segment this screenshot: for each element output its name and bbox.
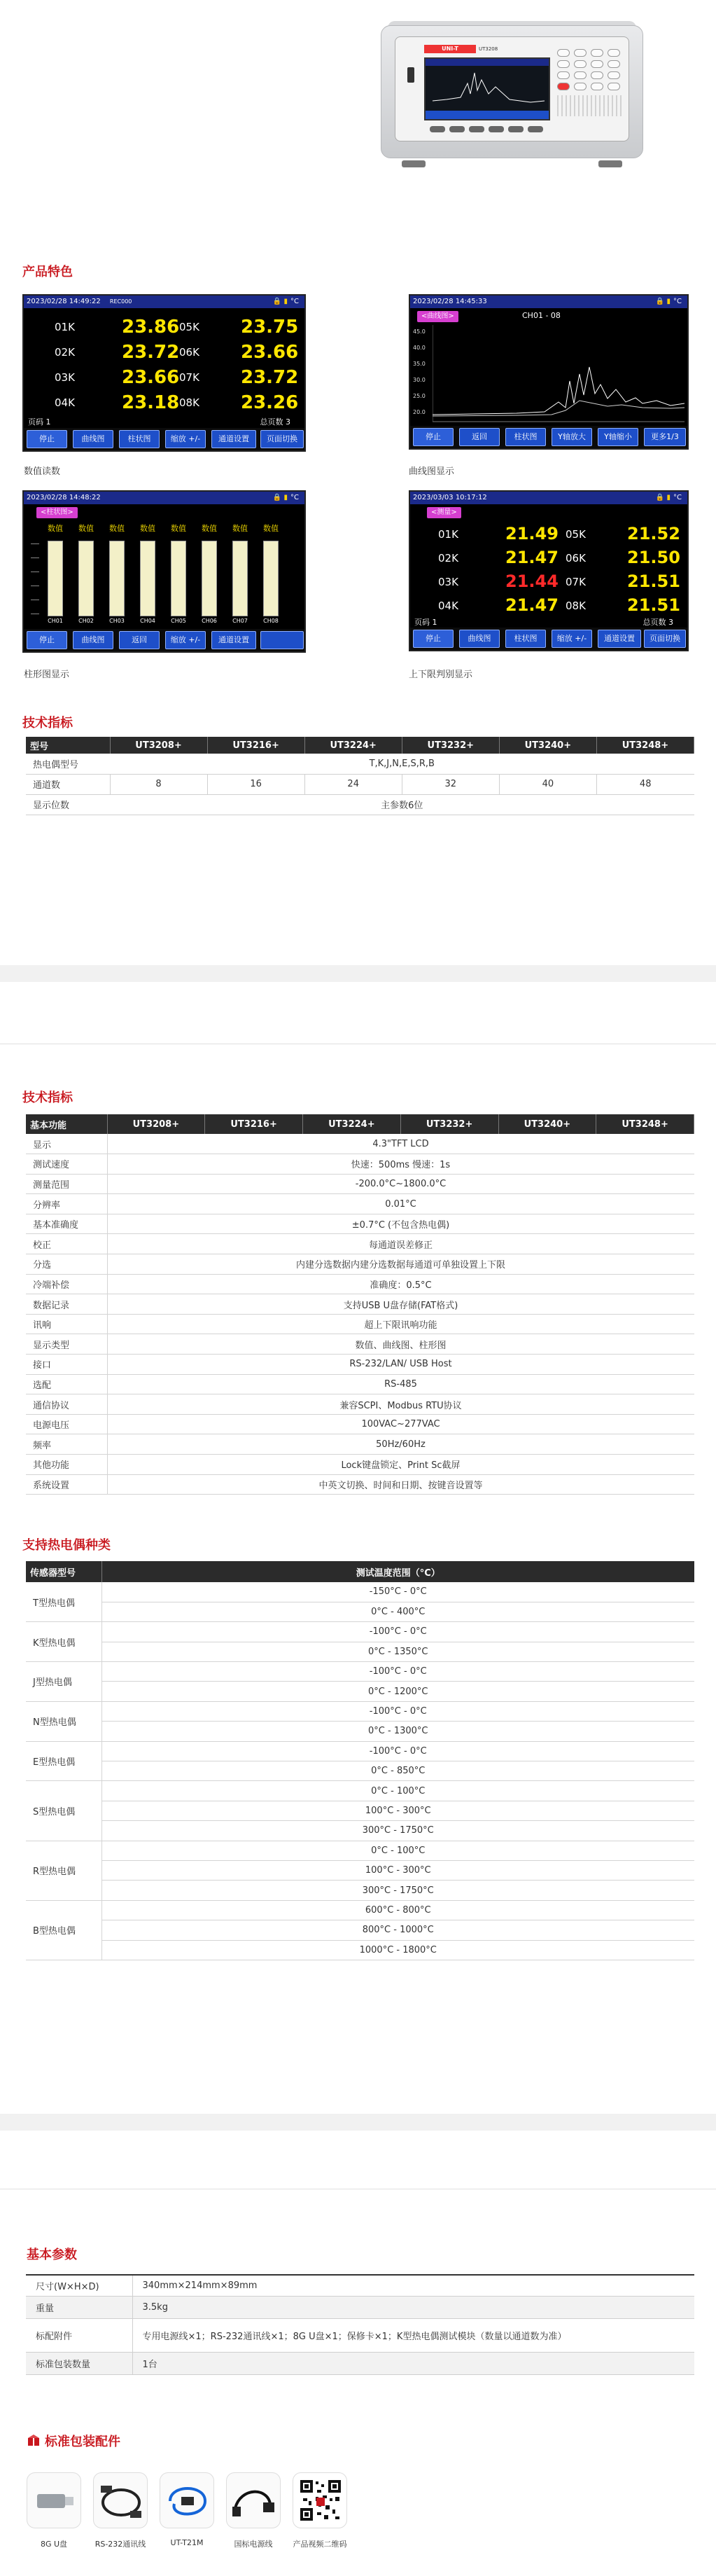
table-row bbox=[26, 1374, 694, 1394]
table-row bbox=[26, 1701, 694, 1721]
y-zoom-in-button[interactable]: Y轴放大 bbox=[552, 428, 592, 446]
temperature-range: -100°C - 0°C bbox=[101, 1622, 694, 1642]
page-switch-button[interactable]: 页面切换 bbox=[644, 630, 686, 648]
view-tag: <柱状图> bbox=[36, 507, 78, 518]
status-icons: 🔒 ▮ bbox=[272, 298, 288, 305]
table-row bbox=[26, 2318, 694, 2352]
bar-track bbox=[232, 541, 248, 616]
bar-track bbox=[202, 541, 217, 616]
temperature-range: -100°C - 0°C bbox=[101, 1701, 694, 1721]
softkey-bar bbox=[24, 629, 304, 651]
row-label: 接口 bbox=[26, 1355, 107, 1375]
stop-button[interactable]: 停止 bbox=[413, 428, 454, 446]
table-row bbox=[26, 774, 694, 794]
temperature-range: 800°C - 1000°C bbox=[101, 1920, 694, 1940]
bar-channel-label: CH08 bbox=[263, 618, 279, 624]
table-row bbox=[26, 1154, 694, 1175]
page-switch-button[interactable]: 页面切换 bbox=[260, 430, 304, 448]
table-row bbox=[26, 1662, 694, 1682]
softkey-bar bbox=[410, 628, 687, 650]
status-time: 2023/03/03 10:17:12 bbox=[413, 494, 487, 501]
channel-label: 04K bbox=[438, 600, 458, 612]
chart-title: CH01 - 08 bbox=[522, 311, 561, 320]
unit-indicator: °C bbox=[673, 298, 682, 305]
channel-label: 02K bbox=[438, 552, 458, 565]
temperature-range: 300°C - 1750°C bbox=[101, 1821, 694, 1841]
row-value: 0.01°C bbox=[107, 1194, 694, 1214]
table-header-cell: UT3248+ bbox=[596, 1114, 694, 1134]
table-row bbox=[26, 1722, 694, 1741]
row-label: 分辨率 bbox=[26, 1194, 107, 1214]
table-row bbox=[26, 1741, 694, 1761]
table-row bbox=[26, 1622, 694, 1642]
spec-short-table bbox=[26, 737, 694, 815]
section-divider bbox=[0, 2114, 716, 2131]
table-row bbox=[26, 1455, 694, 1475]
channel-label: 08K bbox=[566, 600, 586, 612]
bar-channel-label: CH02 bbox=[78, 618, 94, 624]
channel-label: 07K bbox=[179, 371, 199, 384]
table-row bbox=[26, 1582, 694, 1602]
row-label: 重量 bbox=[26, 2296, 132, 2318]
row-value: RS-232/LAN/ USB Host bbox=[107, 1355, 694, 1375]
bar-channel-label: CH06 bbox=[202, 618, 217, 624]
table-row bbox=[26, 1434, 694, 1455]
row-value: 40 bbox=[499, 774, 596, 794]
table-row bbox=[26, 1841, 694, 1860]
channel-label: 07K bbox=[566, 576, 586, 588]
stop-button[interactable]: 停止 bbox=[413, 630, 454, 648]
row-value: 兼容SCPI、Modbus RTU协议 bbox=[107, 1394, 694, 1415]
row-label: 显示类型 bbox=[26, 1334, 107, 1355]
channel-label: 01K bbox=[55, 321, 75, 333]
accessory-label: UT-T21M bbox=[170, 2538, 204, 2547]
row-label: 显示位数 bbox=[26, 794, 110, 815]
unit-indicator: °C bbox=[290, 494, 299, 501]
curve-button[interactable]: 曲线图 bbox=[459, 630, 500, 648]
product-image bbox=[381, 21, 643, 165]
row-value: 48 bbox=[596, 774, 694, 794]
table-header-cell: UT3216+ bbox=[207, 737, 304, 754]
table-header-cell: UT3224+ bbox=[303, 1114, 401, 1134]
unit-indicator: °C bbox=[673, 494, 682, 501]
bar-plot bbox=[24, 492, 304, 651]
channel-value: 21.51 bbox=[627, 572, 680, 591]
row-value: 主参数6位 bbox=[110, 794, 694, 815]
status-bar bbox=[410, 492, 687, 504]
table-row bbox=[26, 794, 694, 815]
y-axis-ticks bbox=[413, 324, 431, 422]
sensor-type: K型热电偶 bbox=[26, 1622, 101, 1662]
table-header-cell: UT3232+ bbox=[402, 737, 499, 754]
bar-channel-label: CH07 bbox=[232, 618, 248, 624]
row-label: 分选 bbox=[26, 1254, 107, 1275]
thermocouple-table bbox=[26, 1561, 694, 1960]
caption-bar: 柱形图显示 bbox=[24, 670, 70, 680]
row-label: 热电偶型号 bbox=[26, 754, 110, 774]
bar-value-label: 数值 bbox=[263, 524, 279, 533]
row-value: -200.0°C~1800.0°C bbox=[107, 1174, 694, 1194]
rs232-cable-icon bbox=[93, 2472, 148, 2528]
row-value: Lock键盘锁定、Print Sc截屏 bbox=[107, 1455, 694, 1475]
row-value: RS-485 bbox=[107, 1374, 694, 1394]
channel-label: 02K bbox=[55, 346, 75, 359]
basic-params-table bbox=[26, 2274, 694, 2375]
table-row bbox=[26, 1940, 694, 1960]
channel-value: 23.72 bbox=[122, 342, 180, 363]
row-value: 超上下限讯响功能 bbox=[107, 1314, 694, 1334]
channel-value: 23.18 bbox=[122, 392, 180, 413]
view-tag: <曲线图> bbox=[417, 311, 458, 322]
table-row bbox=[26, 1294, 694, 1315]
unit-indicator: °C bbox=[290, 298, 299, 305]
table-row bbox=[26, 1801, 694, 1820]
table-row bbox=[26, 2275, 694, 2296]
row-value: 内建分选数据内建分选数据每通道可单独设置上下限 bbox=[107, 1254, 694, 1275]
bar-value-label: 数值 bbox=[109, 524, 125, 533]
view-tag: <测量> bbox=[427, 507, 461, 518]
row-label: 通信协议 bbox=[26, 1394, 107, 1415]
channel-value: 23.86 bbox=[122, 317, 180, 338]
y-tick-mark bbox=[31, 543, 39, 544]
temperature-range: 100°C - 300°C bbox=[101, 1801, 694, 1820]
bar-track bbox=[263, 541, 279, 616]
table-row bbox=[26, 1642, 694, 1661]
row-label: 测试速度 bbox=[26, 1154, 107, 1175]
channel-label: 04K bbox=[55, 396, 75, 409]
accessory-label: 8G U盘 bbox=[40, 2540, 68, 2549]
table-header-cell: UT3208+ bbox=[107, 1114, 205, 1134]
table-row bbox=[26, 1334, 694, 1355]
channel-label: 08K bbox=[179, 396, 199, 409]
row-value: 准确度：0.5°C bbox=[107, 1274, 694, 1294]
curve-button[interactable]: 曲线图 bbox=[73, 430, 113, 448]
y-tick: 40.0 bbox=[413, 345, 426, 351]
table-row bbox=[26, 1355, 694, 1375]
status-time: 2023/02/28 14:45:33 bbox=[413, 298, 487, 305]
channel-label: 05K bbox=[179, 321, 199, 333]
row-value: 100VAC~277VAC bbox=[107, 1414, 694, 1434]
sensor-type: J型热电偶 bbox=[26, 1662, 101, 1702]
row-label: 讯响 bbox=[26, 1314, 107, 1334]
device-screen-curve bbox=[426, 59, 549, 119]
channel-value: 23.26 bbox=[241, 392, 299, 413]
table-header-cell: UT3232+ bbox=[400, 1114, 498, 1134]
temperature-range: 0°C - 1200°C bbox=[101, 1682, 694, 1701]
blank-softkey[interactable] bbox=[260, 631, 304, 649]
channel-setup-button[interactable]: 通道设置 bbox=[211, 631, 256, 649]
caption-limit: 上下限判别显示 bbox=[409, 670, 473, 680]
table-header-cell: 传感器型号 bbox=[26, 1561, 101, 1582]
channel-value: 23.66 bbox=[241, 342, 299, 363]
table-header-cell: UT3208+ bbox=[110, 737, 207, 754]
y-tick: 35.0 bbox=[413, 361, 426, 367]
bar-value-label: 数值 bbox=[48, 524, 63, 533]
table-row bbox=[26, 1394, 694, 1415]
bar-value-label: 数值 bbox=[232, 524, 248, 533]
usb-drive-icon bbox=[27, 2472, 81, 2528]
qr-code-icon bbox=[293, 2472, 347, 2528]
row-value: 1台 bbox=[132, 2352, 694, 2374]
status-time: 2023/02/28 14:48:22 bbox=[27, 494, 101, 501]
screen-curve bbox=[409, 294, 689, 450]
table-header-cell: 测试温度范围（°C） bbox=[101, 1561, 694, 1582]
row-value: 340mm×214mm×89mm bbox=[132, 2275, 694, 2296]
spec-short-title: 技术指标 bbox=[22, 716, 73, 730]
table-row bbox=[26, 1234, 694, 1254]
spec-full-table bbox=[26, 1114, 694, 1495]
table-header-cell: UT3216+ bbox=[205, 1114, 303, 1134]
temperature-range: 0°C - 1350°C bbox=[101, 1642, 694, 1661]
table-row bbox=[26, 1602, 694, 1621]
usb-port bbox=[407, 67, 414, 83]
device-keypad bbox=[557, 49, 622, 119]
channel-value: 23.75 bbox=[241, 317, 299, 338]
row-value: T,K,J,N,E,S,R,B bbox=[110, 754, 694, 774]
table-header-cell: 型号 bbox=[26, 737, 110, 754]
row-value: 专用电源线×1；RS-232通讯线×1；8G U盘×1；保修卡×1；K型热电偶测试模块（数量以通道数为准） bbox=[132, 2318, 694, 2352]
thermocouple-title: 支持热电偶种类 bbox=[22, 1538, 111, 1553]
channel-value: 21.47 bbox=[505, 595, 559, 615]
zoom-button[interactable]: 缩放 +/- bbox=[165, 631, 206, 649]
row-value: 3.5kg bbox=[132, 2296, 694, 2318]
sensor-type: E型热电偶 bbox=[26, 1741, 101, 1781]
status-extra: REC000 bbox=[109, 298, 132, 305]
y-tick: 20.0 bbox=[413, 409, 426, 415]
table-row bbox=[26, 1414, 694, 1434]
sensor-type: T型热电偶 bbox=[26, 1582, 101, 1622]
row-label: 选配 bbox=[26, 1374, 107, 1394]
temperature-range: 0°C - 100°C bbox=[101, 1841, 694, 1860]
temperature-range: -100°C - 0°C bbox=[101, 1662, 694, 1682]
section-divider bbox=[0, 965, 716, 982]
device-screen bbox=[424, 57, 550, 120]
row-label: 基本准确度 bbox=[26, 1214, 107, 1234]
row-value: 数值、曲线图、柱形图 bbox=[107, 1334, 694, 1355]
temperature-range: 0°C - 850°C bbox=[101, 1761, 694, 1781]
table-row bbox=[26, 1821, 694, 1841]
basic-params-title: 基本参数 bbox=[27, 2248, 77, 2262]
package-title: 标准包装配件 bbox=[45, 2435, 120, 2449]
channel-setup-button[interactable]: 通道设置 bbox=[211, 430, 256, 448]
y-tick: 30.0 bbox=[413, 377, 426, 383]
temperature-range: 0°C - 1300°C bbox=[101, 1722, 694, 1741]
table-header-cell: UT3224+ bbox=[304, 737, 402, 754]
row-label: 标配附件 bbox=[26, 2318, 132, 2352]
row-label: 其他功能 bbox=[26, 1455, 107, 1475]
channel-label: 06K bbox=[566, 552, 586, 565]
row-label: 尺寸(W×H×D) bbox=[26, 2275, 132, 2296]
temperature-range: 0°C - 400°C bbox=[101, 1602, 694, 1621]
bar-channel-label: CH01 bbox=[48, 618, 63, 624]
table-row bbox=[26, 1194, 694, 1214]
bar-channel-label: CH03 bbox=[109, 618, 125, 624]
table-row bbox=[26, 1761, 694, 1781]
y-tick: 25.0 bbox=[413, 393, 426, 399]
table-header-cell: UT3240+ bbox=[499, 737, 596, 754]
stop-button[interactable]: 停止 bbox=[27, 631, 67, 649]
channel-value-alarm: 21.44 bbox=[505, 572, 559, 591]
row-label: 校正 bbox=[26, 1234, 107, 1254]
accessory-label: 产品视频二维码 bbox=[293, 2540, 347, 2549]
table-row bbox=[26, 1274, 694, 1294]
screen-bar bbox=[22, 490, 306, 653]
bar-track bbox=[140, 541, 155, 616]
bar-button[interactable]: 柱状图 bbox=[505, 428, 546, 446]
table-row bbox=[26, 2296, 694, 2318]
thermocouple-probe-icon bbox=[160, 2472, 214, 2528]
back-button[interactable]: 返回 bbox=[119, 631, 160, 649]
caption-curve: 曲线图显示 bbox=[409, 466, 455, 477]
back-button[interactable]: 返回 bbox=[459, 428, 500, 446]
channel-value: 21.51 bbox=[627, 595, 680, 615]
table-row bbox=[26, 754, 694, 774]
table-row bbox=[26, 1920, 694, 1940]
status-icons: 🔒 ▮ bbox=[655, 494, 671, 501]
row-label: 冷端补偿 bbox=[26, 1274, 107, 1294]
row-value: ±0.7°C (不包含热电偶) bbox=[107, 1214, 694, 1234]
spec-full-title: 技术指标 bbox=[22, 1090, 73, 1105]
sensor-type: S型热电偶 bbox=[26, 1781, 101, 1841]
y-tick: 45.0 bbox=[413, 328, 426, 335]
temperature-range: 300°C - 1750°C bbox=[101, 1881, 694, 1900]
row-label: 测量范围 bbox=[26, 1174, 107, 1194]
status-bar bbox=[410, 296, 687, 308]
zoom-button[interactable]: 缩放 +/- bbox=[165, 430, 206, 448]
bar-channel-label: CH05 bbox=[171, 618, 186, 624]
temperature-range: 0°C - 100°C bbox=[101, 1781, 694, 1801]
softkey-bar bbox=[24, 428, 304, 450]
row-value: 16 bbox=[207, 774, 304, 794]
bar-track bbox=[171, 541, 186, 616]
row-value: 50Hz/60Hz bbox=[107, 1434, 694, 1455]
bar-value-label: 数值 bbox=[171, 524, 186, 533]
row-label: 显示 bbox=[26, 1134, 107, 1154]
table-row bbox=[26, 1682, 694, 1701]
channel-label: 05K bbox=[566, 528, 586, 541]
table-header-cell: UT3240+ bbox=[498, 1114, 596, 1134]
bar-value-label: 数值 bbox=[78, 524, 94, 533]
zoom-button[interactable]: 缩放 +/- bbox=[552, 630, 592, 648]
table-row bbox=[26, 1314, 694, 1334]
row-label: 电源电压 bbox=[26, 1414, 107, 1434]
row-label: 通道数 bbox=[26, 774, 110, 794]
temperature-range: 100°C - 300°C bbox=[101, 1860, 694, 1880]
sensor-type: B型热电偶 bbox=[26, 1900, 101, 1960]
channel-value: 21.52 bbox=[627, 524, 680, 543]
table-row bbox=[26, 1900, 694, 1920]
y-zoom-out-button[interactable]: Y轴缩小 bbox=[598, 428, 638, 446]
row-value: 24 bbox=[304, 774, 402, 794]
device-model: UT3208 bbox=[479, 46, 498, 52]
device-brand: UNI-T bbox=[424, 45, 476, 53]
bar-track bbox=[109, 541, 125, 616]
channel-label: 06K bbox=[179, 346, 199, 359]
table-row bbox=[26, 2352, 694, 2374]
channel-label: 01K bbox=[438, 528, 458, 541]
stop-button[interactable]: 停止 bbox=[27, 430, 67, 448]
row-value: 4.3"TFT LCD bbox=[107, 1134, 694, 1154]
table-row bbox=[26, 1474, 694, 1495]
bar-track bbox=[48, 541, 63, 616]
channel-label: 03K bbox=[438, 576, 458, 588]
table-row bbox=[26, 1214, 694, 1234]
temperature-range: 1000°C - 1800°C bbox=[101, 1940, 694, 1960]
page-total: 总页数 3 bbox=[643, 618, 673, 627]
screen-numeric bbox=[22, 294, 306, 452]
channel-value: 23.72 bbox=[241, 367, 299, 388]
caption-numeric: 数值读数 bbox=[24, 466, 61, 477]
channel-value: 21.50 bbox=[627, 548, 680, 567]
channel-value: 21.49 bbox=[505, 524, 559, 543]
status-icons: 🔒 ▮ bbox=[655, 298, 671, 305]
status-time: 2023/02/28 14:49:22 bbox=[27, 298, 101, 305]
channel-setup-button[interactable]: 通道设置 bbox=[598, 630, 641, 648]
row-value: 32 bbox=[402, 774, 499, 794]
bar-button[interactable]: 柱状图 bbox=[505, 630, 546, 648]
sensor-type: R型热电偶 bbox=[26, 1841, 101, 1900]
accessory-label: 国标电源线 bbox=[234, 2540, 273, 2549]
table-row bbox=[26, 1174, 694, 1194]
temperature-range: 600°C - 800°C bbox=[101, 1900, 694, 1920]
table-row bbox=[26, 1781, 694, 1801]
curve-button[interactable]: 曲线图 bbox=[73, 631, 113, 649]
power-cord-icon bbox=[226, 2472, 281, 2528]
page-total: 总页数 3 bbox=[260, 417, 290, 427]
status-icons: 🔒 ▮ bbox=[272, 494, 288, 501]
box-icon bbox=[27, 2433, 41, 2447]
curve-plot bbox=[433, 325, 685, 423]
table-row bbox=[26, 1860, 694, 1880]
table-row bbox=[26, 1254, 694, 1275]
sensor-type: N型热电偶 bbox=[26, 1701, 101, 1741]
row-value: 中英文切换、时间和日期、按键音设置等 bbox=[107, 1474, 694, 1495]
accessory-label: RS-232通讯线 bbox=[94, 2540, 146, 2549]
temperature-range: -150°C - 0°C bbox=[101, 1582, 694, 1602]
row-label: 系统设置 bbox=[26, 1474, 107, 1495]
row-label: 数据记录 bbox=[26, 1294, 107, 1315]
status-bar bbox=[24, 296, 304, 308]
bar-value-label: 数值 bbox=[202, 524, 217, 533]
bar-track bbox=[78, 541, 94, 616]
channel-value: 23.66 bbox=[122, 367, 180, 388]
screen-limit bbox=[409, 490, 689, 651]
page-number: 页码 1 bbox=[414, 618, 437, 627]
bar-value-label: 数值 bbox=[140, 524, 155, 533]
channel-value: 21.47 bbox=[505, 548, 559, 567]
table-header-cell: 基本功能 bbox=[26, 1114, 107, 1134]
page-number: 页码 1 bbox=[28, 417, 51, 427]
features-title: 产品特色 bbox=[22, 265, 73, 279]
row-label: 标准包装数量 bbox=[26, 2352, 132, 2374]
table-header-cell: UT3248+ bbox=[596, 737, 694, 754]
bar-button[interactable]: 柱状图 bbox=[119, 430, 160, 448]
channel-label: 03K bbox=[55, 371, 75, 384]
table-row bbox=[26, 1134, 694, 1154]
row-label: 频率 bbox=[26, 1434, 107, 1455]
bar-channel-label: CH04 bbox=[140, 618, 155, 624]
table-row bbox=[26, 1881, 694, 1900]
row-value: 每通道误差修正 bbox=[107, 1234, 694, 1254]
more-button[interactable]: 更多1/3 bbox=[644, 428, 686, 446]
row-value: 8 bbox=[110, 774, 207, 794]
row-value: 支持USB U盘存储(FAT格式) bbox=[107, 1294, 694, 1315]
softkey-bar bbox=[410, 426, 687, 448]
temperature-range: -100°C - 0°C bbox=[101, 1741, 694, 1761]
row-value: 快速：500ms 慢速：1s bbox=[107, 1154, 694, 1175]
